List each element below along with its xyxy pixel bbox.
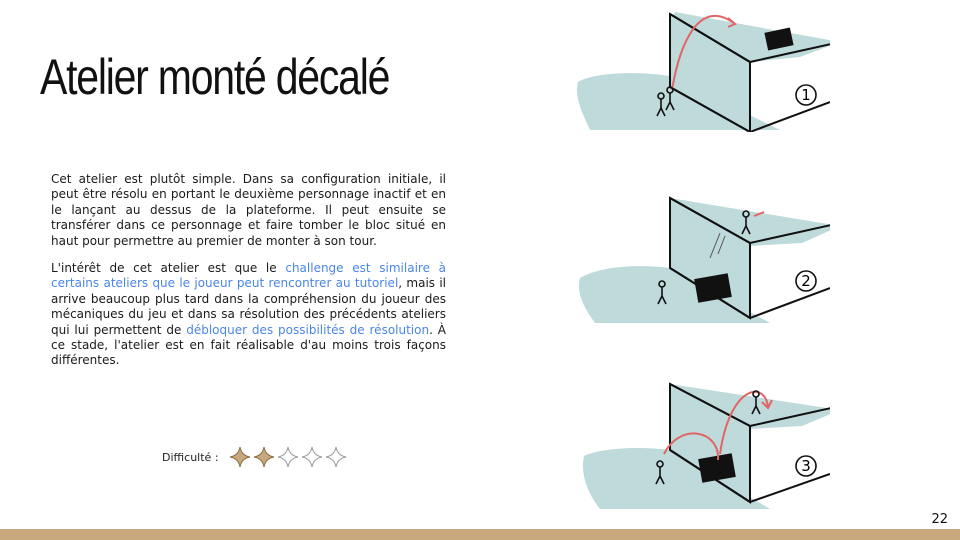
paragraph-2 — [51, 261, 446, 369]
illustration-step-1 — [570, 2, 830, 132]
star-filled-icon — [253, 446, 275, 468]
star-empty-icon — [301, 446, 323, 468]
star-empty-icon — [277, 446, 299, 468]
star-filled-icon — [229, 446, 251, 468]
paragraph-1 — [51, 172, 446, 249]
star-empty-icon — [325, 446, 347, 468]
page-title: Atelier monté décalé — [40, 49, 390, 105]
footer-bar — [0, 529, 960, 540]
text-segment: , mais il arrive beaucoup plus tard dans la compréhension du joueur des mécaniques du jeu et dans sa résolution des précédents ateliers qui lui permettent de — [51, 276, 446, 337]
illustration-step-3 — [570, 374, 830, 514]
page-number: 22 — [931, 512, 948, 527]
illustration-step-2 — [570, 188, 830, 323]
body-text — [51, 172, 446, 381]
text-link[interactable]: challenge est similaire à certains ateliers que le joueur peut rencontrer au tutoriel — [51, 261, 446, 291]
text-segment: . À ce stade, l'atelier est en fait réalisable d'au moins trois façons différentes. — [51, 322, 446, 368]
text-link[interactable]: débloquer des possibilités de résolution — [186, 322, 430, 337]
step-number: 2 — [801, 272, 811, 290]
difficulty-stars — [229, 446, 347, 468]
step-number: 3 — [801, 457, 811, 475]
text-segment: Cet atelier est plutôt simple. Dans sa configuration initiale, il peut être résolu en portant le deuxième personnage inactif et en le lançant au dessus de la plateforme. Il peut ensuite se transférer dans ce personnage et faire tomber le bloc situé en haut pour permettre au premier de monter à son tour. — [51, 172, 446, 248]
step-number: 1 — [801, 86, 811, 104]
difficulty-rating — [162, 444, 347, 470]
text-segment: L'intérêt de cet atelier est que le — [51, 261, 286, 276]
difficulty-label: Difficulté : — [162, 450, 219, 464]
